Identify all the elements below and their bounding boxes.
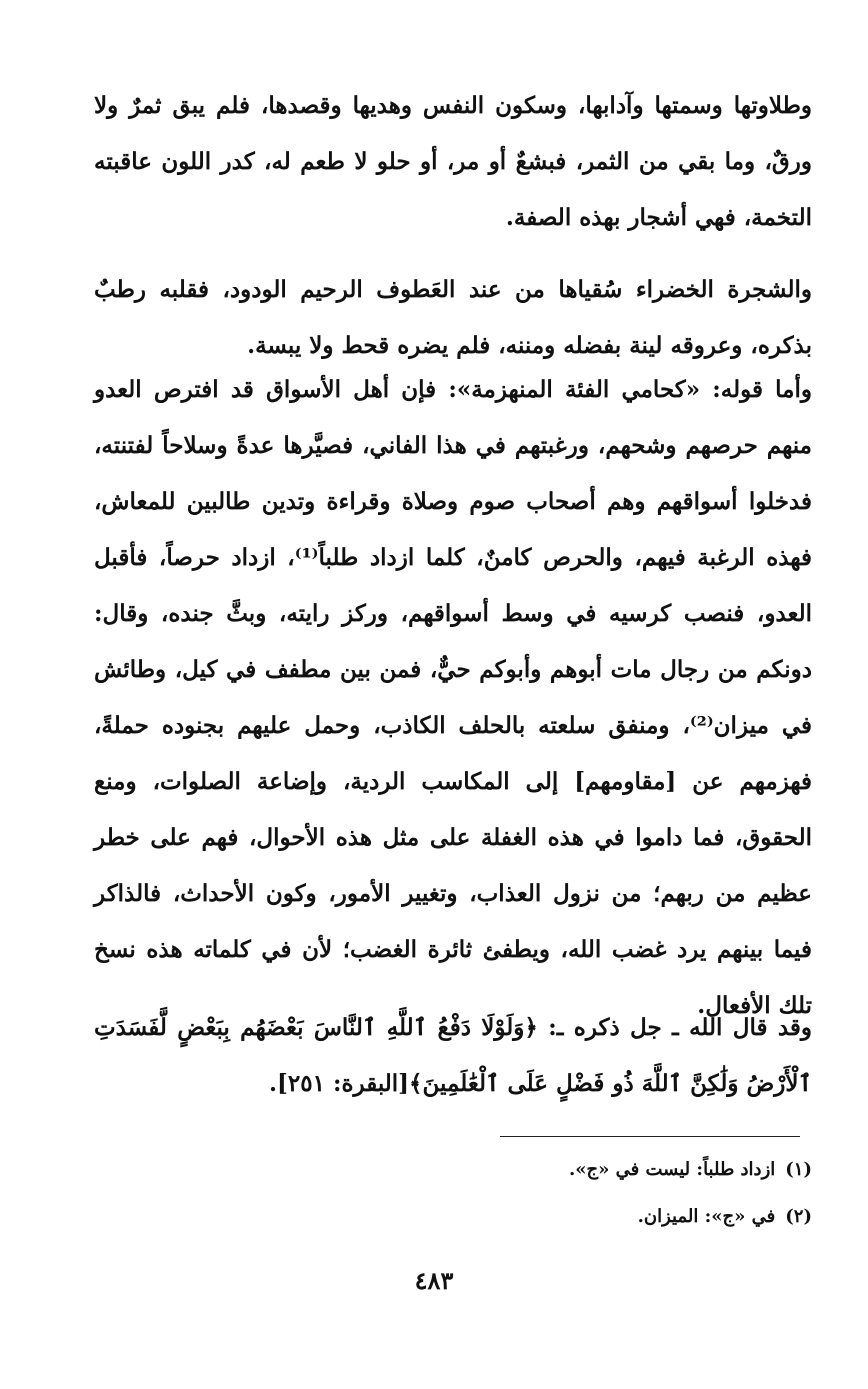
- footnote-2-number: (٢): [785, 1206, 812, 1227]
- footnote-2: [94, 1202, 812, 1232]
- footnote-1-number: (١): [785, 1159, 812, 1180]
- verse-citation: [البقرة: ٢٥١].: [269, 1070, 410, 1097]
- paragraph-2: والشجرة الخضراء سُقياها من عند العَطوف الرحيم الودود، فقلبه رطبٌ بذكره، وعروقه لينة بفضله ومننه، فلم يضره قحط ولا يبسة.: [94, 276, 812, 359]
- page-number: ٤٨٣: [414, 1266, 454, 1295]
- footnote-1-text: ازداد طلباً: ليست في «ج».: [568, 1159, 776, 1180]
- footnote-2-text: في «ج»: الميزان.: [637, 1206, 776, 1227]
- closing-intro: وقد قال الله ـ جل ذكره ـ:: [537, 1014, 812, 1041]
- footnote-divider: [500, 1136, 800, 1137]
- closing-paragraph: [94, 1000, 812, 1112]
- paragraph-3: وأما قوله: «كحامي الفئة المنهزمة»: فإن أهل الأسواق قد افترص العدو منهم حرصهم وشحهم، ورغبتهم في هذا الفاني، فصيَّرها عدةً وسلاحاً لفتنته، فدخلوا أسواقهم وهم أصحاب صوم وصلاة وقراءة وتدين طالبين للمعاش، فهذه الرغبة فيهم، والحرص كامنٌ، كلما ازداد طلباً⁽¹⁾، ازداد حرصاً، فأقبل العدو، فنصب كرسيه في وسط أسواقهم، وركز رايته، وبثَّ جنده، وقال: دونكم من رجال مات أبوهم وأبوكم حيٌّ، فمن بين مطفف في كيل، وطائش في ميزان⁽²⁾، ومنفق سلعته بالحلف الكاذب، وحمل عليهم بجنوده حملةً، فهزمهم عن [مقاومهم] إلى المكاسب الردية، وإضاعة الصلوات، ومنع الحقوق، فما داموا في هذه الغفلة على مثل هذه الأحوال، فهم على خطر عظيم من ربهم؛ من نزول العذاب، وتغيير الأمور، وكون الأحداث، فالذاكر فيما بينهم يرد غضب الله، ويطفئ ثائرة الغضب؛ لأن في كلماته هذه نسخ تلك الأفعال.: [94, 376, 812, 1019]
- quran-verse: ﴿وَلَوْلَا دَفْعُ ٱللَّهِ ٱلنَّاسَ بَعْضَهُم بِبَعْضٍ لَّفَسَدَتِ ٱلْأَرْضُ وَلَٰكِنَّ ٱللَّهَ ذُو فَضْلٍ عَلَى ٱلْعَٰلَمِينَ﴾: [94, 1014, 812, 1097]
- footnote-1: [94, 1155, 812, 1185]
- paragraph-1: وطلاوتها وسمتها وآدابها، وسكون النفس وهديها وقصدها، فلم يبق ثمرٌ ولا ورقٌ، وما بقي من الثمر، فبشعٌ أو مر، أو حلو لا طعم له، كدر اللون عاقبته التخمة، فهي أشجار بهذه الصفة.: [94, 92, 812, 231]
